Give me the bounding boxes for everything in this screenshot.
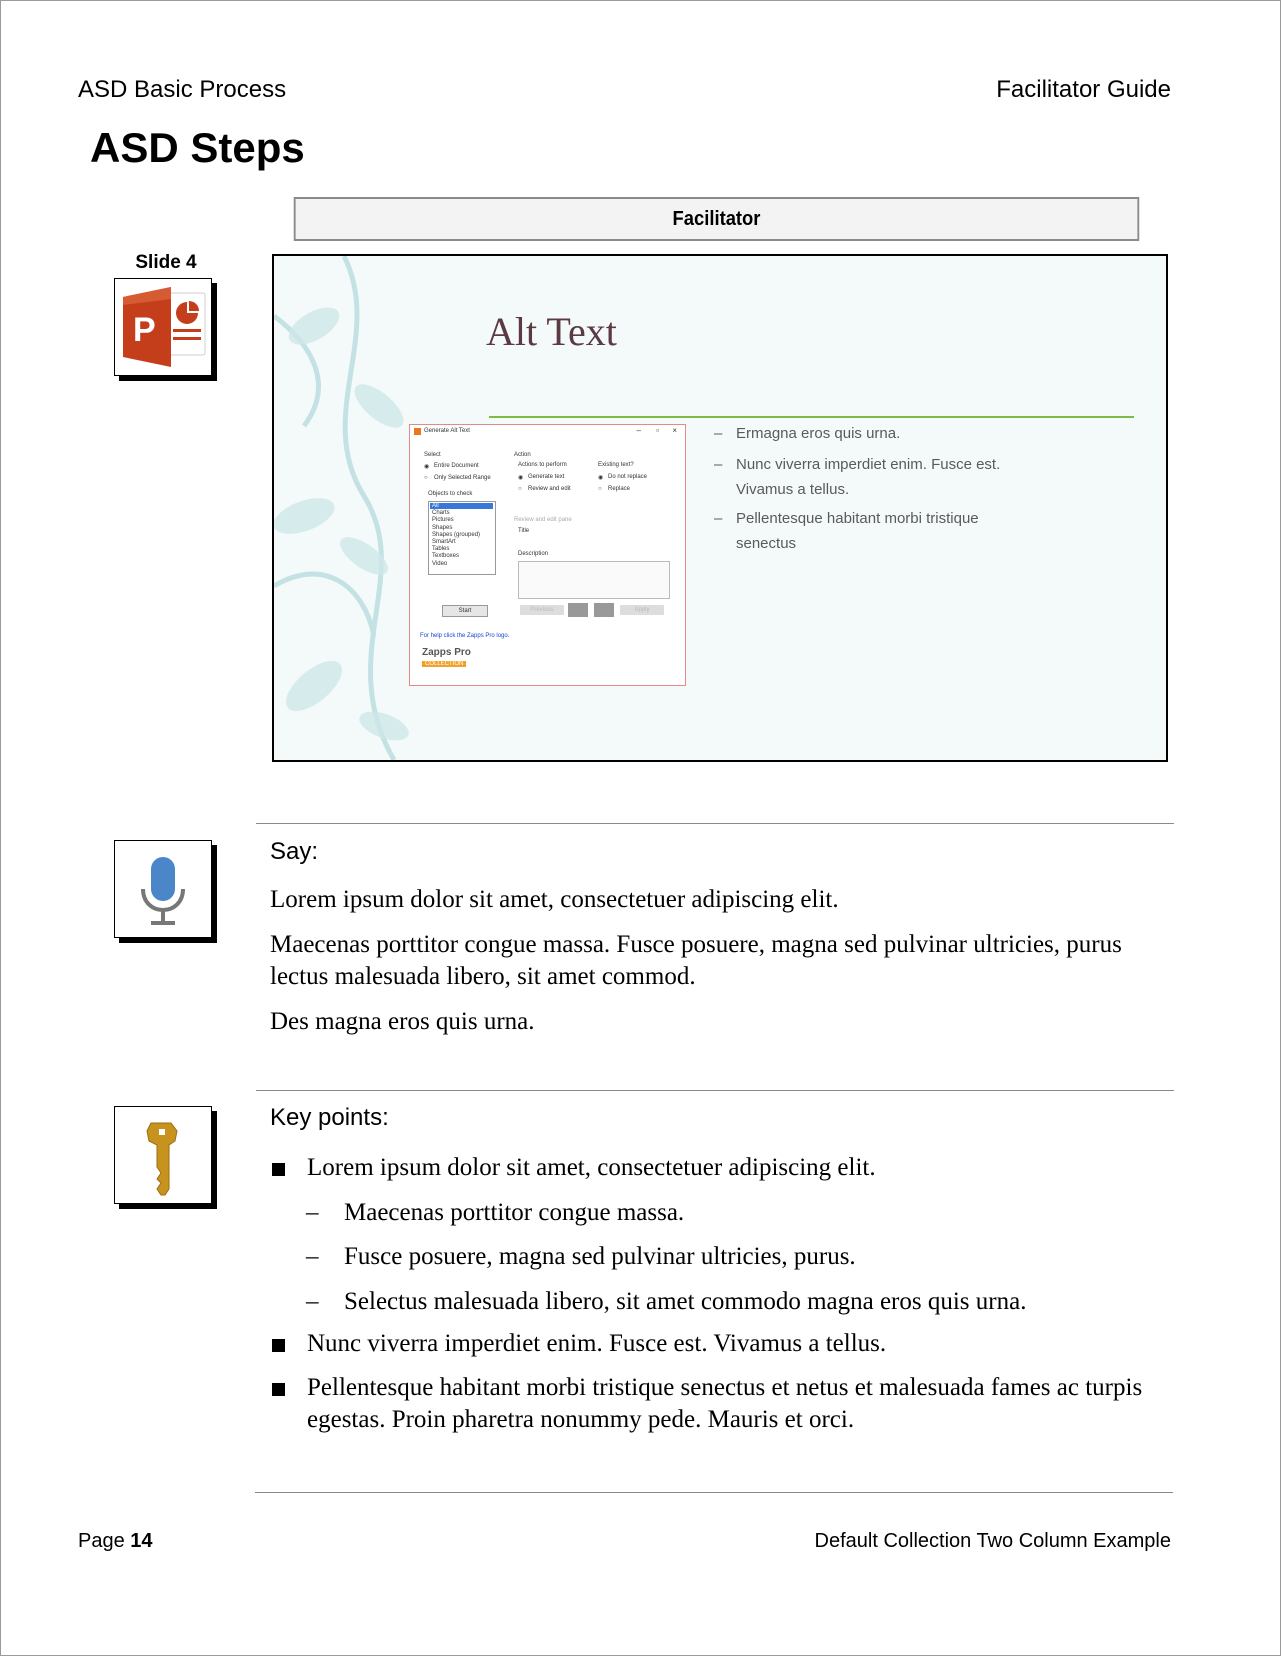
key-icon-box <box>114 1106 212 1204</box>
header-section: ASD Basic Process <box>78 76 287 103</box>
object-item: Tables <box>432 546 450 553</box>
action-label: Action <box>514 452 531 458</box>
page-title: ASD Steps <box>90 124 305 171</box>
key-points-heading: Key points: <box>270 1104 389 1131</box>
select-label: Select <box>424 452 441 458</box>
opt-review: Review and edit <box>528 486 571 492</box>
radio-generate: ◉ <box>518 475 524 481</box>
app-logo-icon <box>414 428 421 435</box>
help-text: For help click the Zapps Pro logo. <box>420 633 510 639</box>
page-label: Page <box>78 1530 125 1552</box>
opt-entire: Entire Document <box>434 463 479 469</box>
page-number <box>78 1530 153 1553</box>
previous-button: Previous <box>520 605 564 615</box>
apply-button: Apply <box>620 605 664 615</box>
actions-label: Actions to perform <box>518 462 567 468</box>
microphone-icon <box>115 841 211 937</box>
review-label: Review and edit pane <box>514 517 572 523</box>
slide-bullet-3: Pellentesque habitant morbi tristique senectus <box>736 510 979 552</box>
objects-items <box>432 503 480 568</box>
radio-noreplace: ◉ <box>598 475 604 481</box>
header-guide: Facilitator Guide <box>996 76 1171 103</box>
object-item: Shapes (grouped) <box>432 531 481 538</box>
objects-label: Objects to check <box>428 491 473 497</box>
object-item: Textboxes <box>432 553 460 560</box>
slide-bullet-1: Ermagna eros quis urna. <box>736 425 901 442</box>
slide-bullet-dash: – <box>714 456 723 473</box>
microphone-icon-box <box>114 840 212 938</box>
zapps-logo: Zapps Pro <box>422 647 471 658</box>
close-icon: × <box>672 426 677 435</box>
sub-bullet-dash: – <box>306 1288 319 1315</box>
object-item: Video <box>432 560 448 567</box>
radio-replace: ○ <box>598 486 602 492</box>
footer-divider <box>255 1492 1173 1493</box>
bullet-square <box>272 1383 285 1396</box>
key-icon <box>115 1107 211 1203</box>
section-divider <box>256 823 1174 824</box>
object-item: Shapes <box>432 524 453 531</box>
opt-selected: Only Selected Range <box>434 475 491 481</box>
slide-bullet-2: Nunc viverra imperdiet enim. Fusce est. Vivamus a tellus. <box>736 456 1001 498</box>
say-paragraph: Des magna eros quis urna. <box>270 1008 535 1035</box>
say-paragraph: Lorem ipsum dolor sit amet, consectetuer adipiscing elit. <box>270 886 839 913</box>
slide-label: Slide 4 <box>135 252 197 273</box>
key-point: Pellentesque habitant morbi tristique senectus et netus et malesuada fames ac turpis egestas. Proin pharetra nonummy pede. Mauris et orci. <box>307 1374 1143 1433</box>
radio-review: ○ <box>518 486 522 492</box>
slide-thumbnail <box>272 254 1168 762</box>
page-number-value: 14 <box>130 1530 153 1552</box>
description-label: Description <box>518 551 549 557</box>
object-item: SmartArt <box>432 539 456 546</box>
floral-decoration <box>274 256 414 760</box>
key-point: Lorem ipsum dolor sit amet, consectetuer adipiscing elit. <box>307 1154 876 1181</box>
key-point: Nunc viverra imperdiet enim. Fusce est. Vivamus a tellus. <box>307 1330 887 1357</box>
say-heading: Say: <box>270 838 319 865</box>
existing-label: Existing text? <box>598 462 634 468</box>
zapps-logo-sub: COLLECTION <box>422 661 466 667</box>
slide-title: Alt Text <box>486 309 617 354</box>
object-item: Charts <box>432 510 450 517</box>
powerpoint-icon <box>115 279 211 375</box>
slide-bullet-dash: – <box>714 425 723 442</box>
image-icon <box>568 603 588 617</box>
object-item: All <box>432 503 439 509</box>
maximize-icon: ▫ <box>656 426 659 435</box>
sub-point: Selectus malesuada libero, sit amet commodo magna eros quis urna. <box>344 1288 1027 1315</box>
sub-point: Fusce posuere, magna sed pulvinar ultricies, purus. <box>344 1243 856 1270</box>
dialog-screenshot <box>409 424 686 686</box>
sub-point: Maecenas porttitor congue massa. <box>344 1199 685 1226</box>
slide-title-rule <box>489 416 1134 418</box>
bullet-square <box>272 1163 285 1176</box>
opt-replace: Replace <box>608 486 631 492</box>
facilitator-bar: Facilitator <box>294 197 1139 241</box>
say-paragraph: Maecenas porttitor congue massa. Fusce posuere, magna sed pulvinar ultricies, purus lectus malesuada libero, sit amet commod. <box>270 931 1122 990</box>
opt-generate: Generate text <box>528 474 565 480</box>
minimize-icon: – <box>636 426 641 435</box>
object-item: Pictures <box>432 517 454 524</box>
dialog-title: Generate Alt Text <box>424 428 470 434</box>
footer-collection: Default Collection Two Column Example <box>814 1530 1171 1552</box>
section-divider <box>256 1090 1174 1091</box>
bullet-square <box>272 1339 285 1352</box>
radio-selected: ○ <box>424 475 428 481</box>
title-label: Title <box>518 528 530 534</box>
slide-bullet-dash: – <box>714 510 723 527</box>
powerpoint-icon-box <box>114 278 212 376</box>
start-button: Start <box>442 605 488 617</box>
sub-bullet-dash: – <box>306 1243 319 1270</box>
svg-text:P: P <box>133 311 156 349</box>
sub-bullet-dash: – <box>306 1199 319 1226</box>
radio-entire: ◉ <box>424 464 430 470</box>
description-box <box>518 561 670 599</box>
opt-noreplace: Do not replace <box>608 474 648 480</box>
image-icon <box>594 603 614 617</box>
